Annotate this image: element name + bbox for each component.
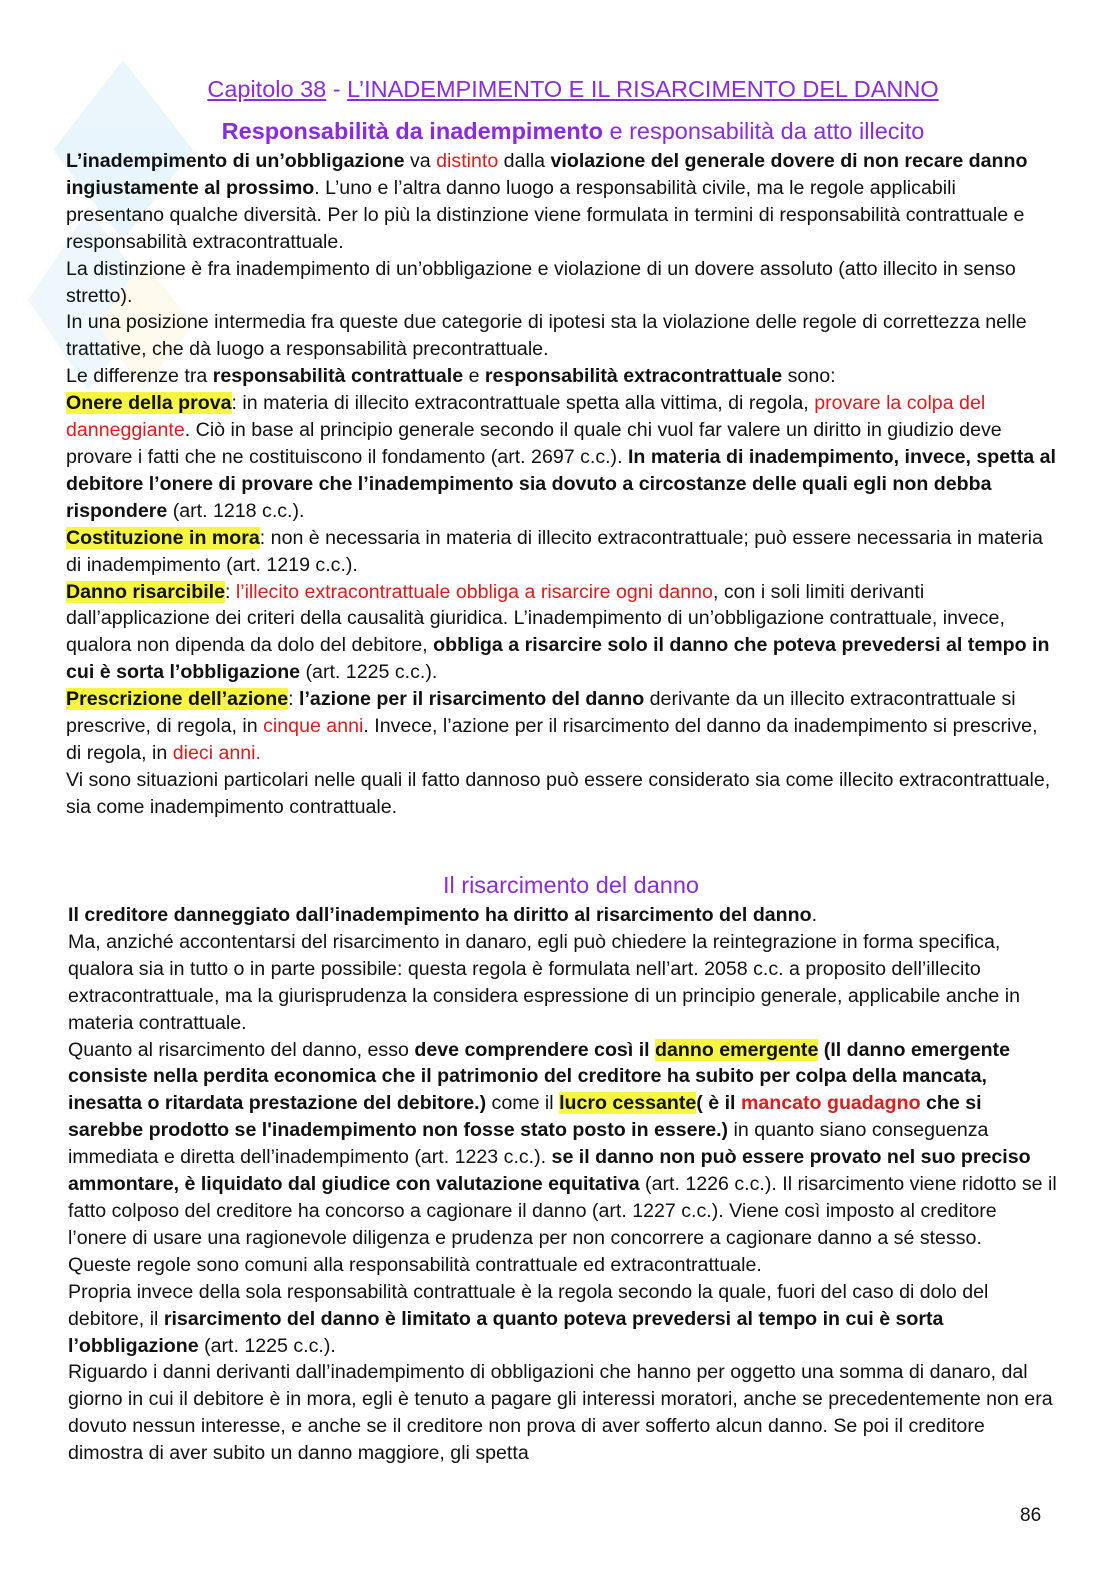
presc-red-cinque-anni: cinque anni — [263, 715, 364, 738]
paragraph-danno-risarcibile — [66, 579, 1056, 687]
label-costituzione-in-mora: Costituzione in mora — [66, 526, 260, 549]
qr-bold-4: che si sarebbe prodotto se l'inadempimento non fosse stato posto in essere.) — [68, 1092, 982, 1142]
qr-bold-5: se il danno non può essere provato nel suo preciso ammontare, è liquidato dal giudice con valutazione equitativa — [68, 1146, 1031, 1196]
diff-text-3: sono: — [782, 365, 836, 388]
lead-end: . — [811, 904, 818, 926]
qr-text-2: come il — [486, 1092, 560, 1115]
danno-text-3: (art. 1225 c.c.). — [300, 661, 438, 684]
presc-red-dieci-anni: dieci anni. — [172, 741, 261, 764]
paragraph-interessi-moratori: Riguardo i danni derivanti dall’inadempimento di obbligazioni che hanno per oggetto una somma di danaro, dal giorno in cui il debitore è in mora, egli è tenuto a pagare gli interessi moratori, anche se precedentemente non era dovuto nessun interesse, e anche se il creditore non prova di aver sofferto alcun danno. Se poi il creditore dimostra di aver subito un danno maggiore, gli spetta — [68, 1361, 1053, 1465]
chapter-title — [0, 76, 1118, 103]
rc-text-1: Propria invece della sola responsabilità contrattuale è la regola secondo la quale, fuori del caso di dolo del debitore, il — [68, 1280, 989, 1330]
qr-text-4: (art. 1226 c.c.). Il risarcimento viene ridotto se il fatto colposo del creditore ha concorso a cagionare il danno (art. 1227 c.c.). Viene così imposto al creditore l’onere di usare una ragionevole diligenza e prudenza per non concorrere a cagionare danno a sé stesso. — [68, 1173, 1057, 1249]
intro-bold-2: violazione del generale dovere di non recare danno ingiustamente al prossimo — [66, 150, 1028, 199]
intro-text-2: dalla — [498, 150, 551, 172]
section2-body — [68, 902, 1058, 1467]
onere-text-3: (art. 1218 c.c.). — [167, 499, 305, 522]
onere-bold: In materia di inadempimento, invece, spetta al debitore l’onere di provare che l’inadempimento sia dovuto a circostanze delle quali egli non debba rispondere — [66, 445, 1056, 522]
paragraph-prescrizione — [66, 686, 1056, 767]
paragraph-intro — [66, 148, 1056, 256]
section1-body — [66, 148, 1056, 821]
qr-bold-3: ( è il — [696, 1092, 741, 1115]
paragraph-regole-comuni: Queste regole sono comuni alla responsabilità contrattuale ed extracontrattuale. — [68, 1253, 762, 1276]
qr-bold-1: deve comprendere così il — [414, 1038, 656, 1061]
paragraph-distinzione: La distinzione è fra inadempimento di un’obbligazione e violazione di un dovere assoluto (atto illecito in senso stretto). — [66, 257, 1016, 307]
danno-text-2: , con i soli limiti derivanti dall’applicazione dei criteri della causalità giuridica. L’inadempimento di un’obbligazione contrattuale, invece, qualora non dipenda da dolo del debitore, — [66, 580, 1005, 657]
chapter-heading: L’INADEMPIMENTO E IL RISARCIMENTO DEL DANNO — [347, 76, 939, 102]
paragraph-quanto-risarcimento — [68, 1037, 1058, 1252]
onere-text-1: : in materia di illecito extracontrattuale spetta alla vittima, di regola, — [231, 392, 815, 415]
paragraph-reintegrazione: Ma, anziché accontentarsi del risarcimento in danaro, egli può chiedere la reintegrazione in forma specifica, qualora sia in tutto o in parte possibile: questa regola è formulata nell’art. 2058 c.c. a proposito dell’illecito extracontrattuale, ma la giurisprudenza la considera espressione di un principio generale, applicabile anche in materia contrattuale. — [68, 930, 1020, 1034]
qr-bold-2: (Il danno emergente consiste nella perdita economica che il patrimonio del creditore ha subito per colpa della mancata, inesatta o ritardata prestazione del debitore.) — [68, 1038, 1010, 1115]
diff-text-2: e — [463, 365, 485, 388]
paragraph-costituzione-mora — [66, 525, 1056, 579]
section-title-risarcimento: Il risarcimento del danno — [442, 872, 700, 898]
label-onere-della-prova: Onere della prova — [66, 392, 232, 415]
qr-text-1: Quanto al risarcimento del danno, esso — [68, 1038, 415, 1061]
chapter-label: Capitolo 38 — [207, 76, 327, 102]
highlight-lucro-cessante: lucro cessante — [559, 1092, 697, 1115]
danno-text-1: : — [224, 580, 236, 603]
intro-bold-1: L’inadempimento di un’obbligazione — [66, 150, 405, 172]
section-title-responsabilita — [0, 118, 1118, 145]
lead-bold: Il creditore danneggiato dall’inadempimento ha diritto al risarcimento del danno — [68, 904, 812, 926]
section-title-rest: e responsabilità da atto illecito — [602, 118, 925, 144]
paragraph-onere-prova — [66, 390, 1056, 525]
diff-bold-1: responsabilità contrattuale — [212, 365, 464, 388]
paragraph-lead — [68, 902, 1058, 929]
onere-text-2: . Ciò in base al principio generale secondo il quale chi vuol far valere un diritto in giudizio deve provare i fatti che ne costituiscono il fondamento (art. 2697 c.c.). — [66, 419, 1002, 468]
presc-text-3: . Invece, l’azione per il risarcimento del danno da inadempimento si prescrive, di regola, in — [66, 715, 1038, 764]
presc-text-1: : — [288, 688, 300, 711]
page-number: 86 — [1020, 1505, 1042, 1526]
paragraph-responsabilita-contrattuale — [68, 1279, 1058, 1360]
presc-text-2: derivante da un illecito extracontrattuale si prescrive, di regola, in — [66, 688, 1016, 738]
qr-red-mancato-guadagno: mancato guadagno — [740, 1092, 921, 1115]
intro-red-distinto: distinto — [436, 150, 499, 172]
intro-text-3: . L’uno e l’altra danno luogo a responsabilità civile, ma le regole applicabili presentano qualche diversità. Per lo più la distinzione viene formulata in termini di responsabilità contrattuale e responsabilità extracontrattuale. — [66, 176, 1025, 253]
danno-bold: obbliga a risarcire solo il danno che poteva prevedersi al tempo in cui è sorta l’obbligazione — [66, 634, 1050, 684]
label-prescrizione-azione: Prescrizione dell’azione — [66, 688, 289, 711]
danno-red: l’illecito extracontrattuale obbliga a risarcire ogni danno — [235, 580, 713, 603]
presc-bold: l’azione per il risarcimento del danno — [299, 688, 645, 711]
rc-bold: risarcimento del danno è limitato a quanto poteva prevedersi al tempo in cui è sorta l’obbligazione — [68, 1307, 944, 1357]
rc-text-2: (art. 1225 c.c.). — [198, 1334, 336, 1357]
intro-text-1: va — [404, 150, 437, 172]
label-danno-risarcibile: Danno risarcibile — [66, 580, 225, 603]
diff-text-1: Le differenze tra — [66, 365, 213, 388]
highlight-danno-emergente: danno emergente — [655, 1038, 819, 1061]
paragraph-posizione-intermedia: In una posizione intermedia fra queste due categorie di ipotesi sta la violazione delle regole di correttezza nelle trattative, che dà luogo a responsabilità precontrattuale. — [66, 311, 1027, 361]
chapter-separator: - — [326, 76, 348, 102]
section-title-bold: Responsabilità da inadempimento — [221, 118, 603, 144]
diff-bold-2: responsabilità extracontrattuale — [484, 365, 783, 388]
paragraph-differenze — [66, 363, 1056, 390]
onere-red: provare la colpa del danneggiante — [66, 392, 986, 442]
paragraph-situazioni-particolari: Vi sono situazioni particolari nelle quali il fatto dannoso può essere considerato sia come illecito extracontrattuale, sia come inadempimento contrattuale. — [66, 768, 1051, 818]
qr-text-3: in quanto siano conseguenza immediata e diretta dell’inadempimento (art. 1223 c.c.). — [68, 1119, 989, 1169]
mora-text: : non è necessaria in materia di illecito extracontrattuale; può essere necessaria in materia di inadempimento (art. 1219 c.c.). — [66, 526, 1043, 576]
